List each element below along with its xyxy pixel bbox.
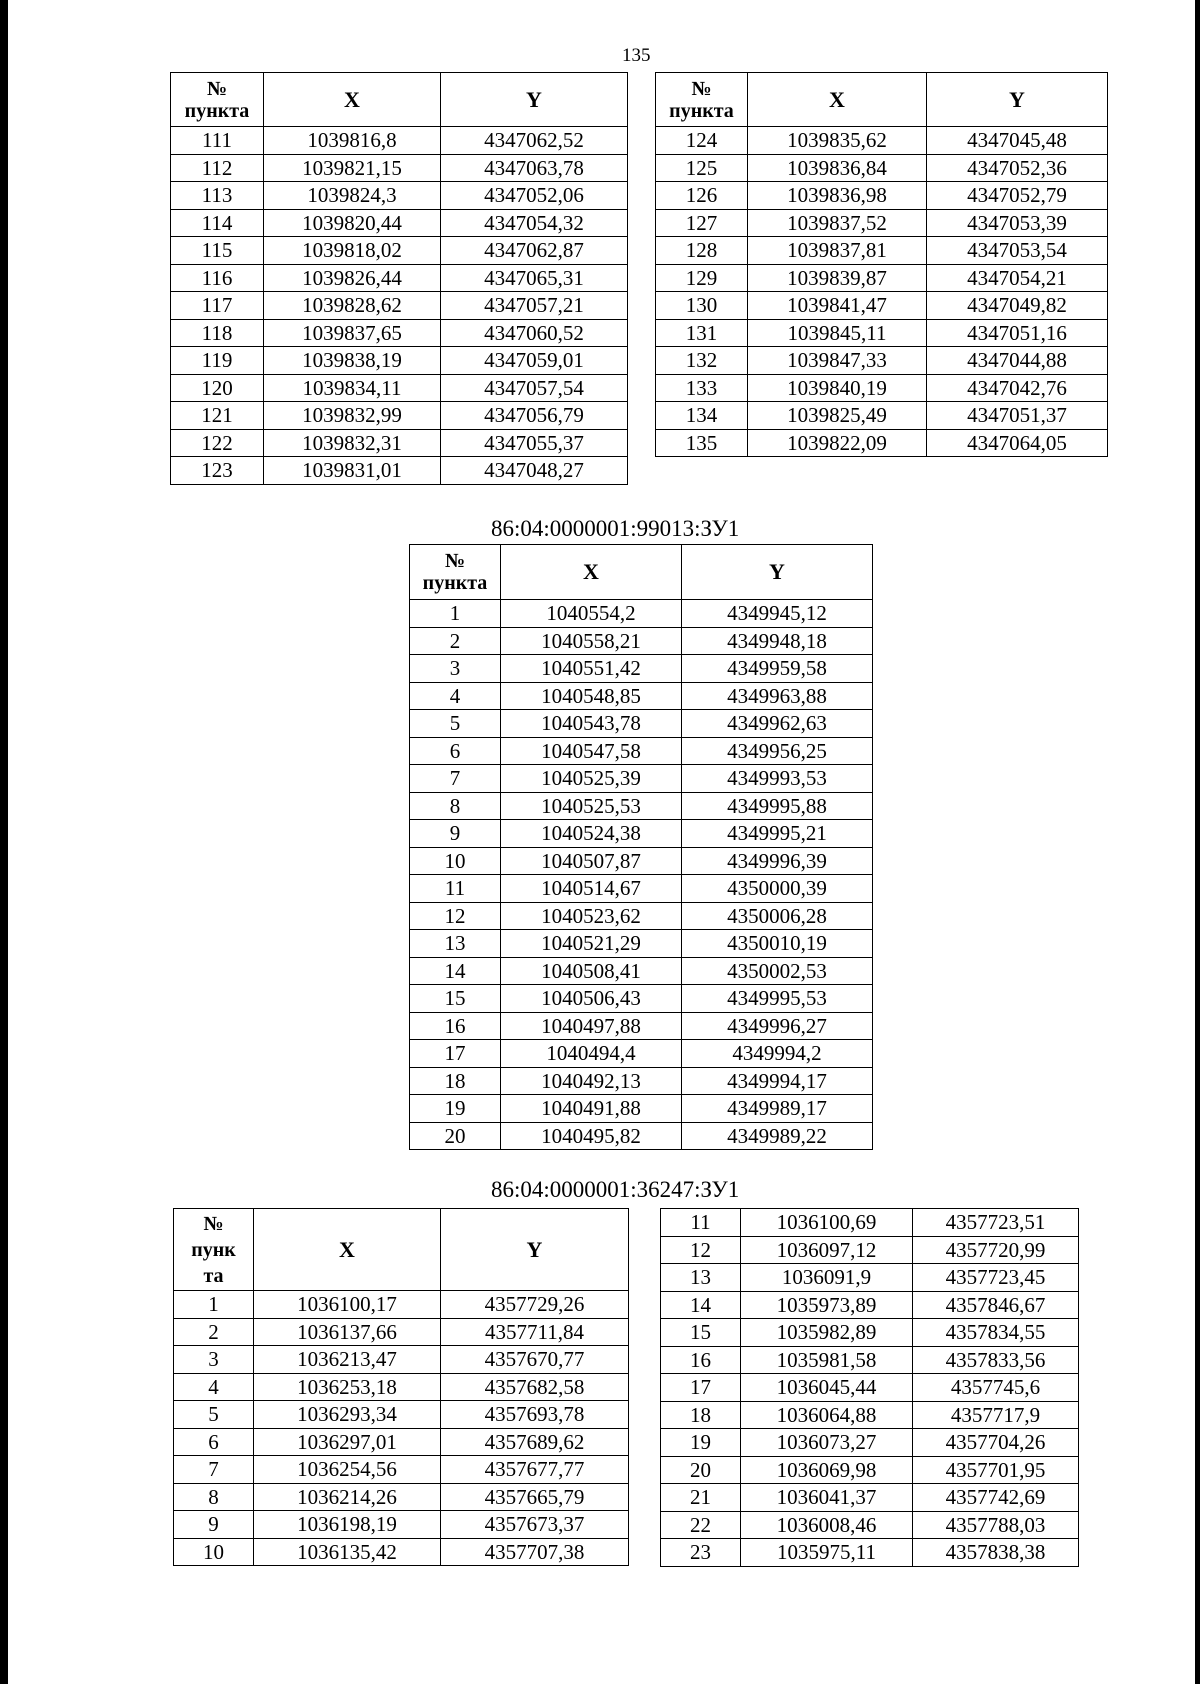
- x-coordinate-cell: 1040547,58: [501, 737, 682, 765]
- y-coordinate-cell: 4347054,32: [441, 209, 628, 237]
- table-row: [174, 1538, 629, 1566]
- table-row: [656, 374, 1108, 402]
- x-coordinate-cell: 1040548,85: [501, 682, 682, 710]
- table-row: [661, 1209, 1079, 1237]
- table-row: [410, 820, 873, 848]
- y-coordinate-cell: 4349994,2: [682, 1040, 873, 1068]
- x-coordinate-cell: 1036214,26: [254, 1483, 441, 1511]
- point-number-cell: 4: [174, 1373, 254, 1401]
- x-coordinate-cell: 1039820,44: [264, 209, 441, 237]
- point-number-cell: 2: [174, 1318, 254, 1346]
- y-coordinate-cell: 4350000,39: [682, 875, 873, 903]
- point-number-cell: 16: [661, 1346, 741, 1374]
- point-number-cell: 131: [656, 319, 748, 347]
- table-row: [174, 1318, 629, 1346]
- point-number-cell: 19: [410, 1095, 501, 1123]
- y-coordinate-cell: 4357846,67: [913, 1291, 1079, 1319]
- x-coordinate-cell: 1040492,13: [501, 1067, 682, 1095]
- y-coordinate-cell: 4347051,16: [927, 319, 1108, 347]
- table-row: [174, 1511, 629, 1539]
- table-row: [410, 985, 873, 1013]
- coordinates-table-parcel-1: [409, 544, 873, 1150]
- table-row: [174, 1291, 629, 1319]
- point-number-cell: 8: [174, 1483, 254, 1511]
- y-coordinate-cell: 4357834,55: [913, 1319, 1079, 1347]
- x-coordinate-cell: 1040558,21: [501, 627, 682, 655]
- x-coordinate-cell: 1036253,18: [254, 1373, 441, 1401]
- point-number-cell: 3: [174, 1346, 254, 1374]
- table-row: [656, 154, 1108, 182]
- x-coordinate-cell: 1039826,44: [264, 264, 441, 292]
- point-number-cell: 20: [661, 1456, 741, 1484]
- x-coordinate-cell: 1039818,02: [264, 237, 441, 265]
- x-coordinate-cell: 1040497,88: [501, 1012, 682, 1040]
- table-row: [661, 1484, 1079, 1512]
- point-number-cell: 13: [661, 1264, 741, 1292]
- table-row: [656, 402, 1108, 430]
- table-row: [661, 1401, 1079, 1429]
- y-coordinate-cell: 4349995,53: [682, 985, 873, 1013]
- point-number-cell: 17: [410, 1040, 501, 1068]
- parcel-title: 86:04:0000001:36247:ЗУ1: [491, 1177, 740, 1202]
- table-row: [661, 1539, 1079, 1567]
- table-row: [410, 710, 873, 738]
- table-row: [410, 737, 873, 765]
- x-header: X: [501, 545, 682, 600]
- table-row: [656, 264, 1108, 292]
- point-number-cell: 134: [656, 402, 748, 430]
- x-header: X: [748, 73, 927, 127]
- y-coordinate-cell: 4349962,63: [682, 710, 873, 738]
- y-coordinate-cell: 4349989,17: [682, 1095, 873, 1123]
- x-coordinate-cell: 1039837,81: [748, 237, 927, 265]
- table-row: [661, 1236, 1079, 1264]
- y-coordinate-cell: 4349994,17: [682, 1067, 873, 1095]
- point-number-cell: 21: [661, 1484, 741, 1512]
- table-row: [174, 1346, 629, 1374]
- y-coordinate-cell: 4357742,69: [913, 1484, 1079, 1512]
- table-row: [410, 875, 873, 903]
- point-number-cell: 129: [656, 264, 748, 292]
- point-number-cell: 12: [410, 902, 501, 930]
- point-number-cell: 4: [410, 682, 501, 710]
- table-row: [661, 1429, 1079, 1457]
- y-coordinate-cell: 4357693,78: [441, 1401, 629, 1429]
- point-number-cell: 22: [661, 1511, 741, 1539]
- table-row: [171, 154, 628, 182]
- y-coordinate-cell: 4347055,37: [441, 429, 628, 457]
- y-coordinate-cell: 4347044,88: [927, 347, 1108, 375]
- table-row: [171, 347, 628, 375]
- scan-edge-right: [1195, 0, 1200, 1684]
- table-row: [171, 457, 628, 485]
- coordinates-table-parcel-2-left: [173, 1208, 629, 1566]
- x-coordinate-cell: 1039841,47: [748, 292, 927, 320]
- page-number: 135: [622, 45, 651, 66]
- point-number-cell: 2: [410, 627, 501, 655]
- table-row: [410, 792, 873, 820]
- y-header: Y: [441, 73, 628, 127]
- point-number-cell: 126: [656, 182, 748, 210]
- y-coordinate-cell: 4350010,19: [682, 930, 873, 958]
- point-number-cell: 125: [656, 154, 748, 182]
- x-header: X: [264, 73, 441, 127]
- table-row: [171, 374, 628, 402]
- point-number-cell: 23: [661, 1539, 741, 1567]
- x-coordinate-cell: 1036064,88: [741, 1401, 913, 1429]
- y-coordinate-cell: 4347053,54: [927, 237, 1108, 265]
- y-coordinate-cell: 4357720,99: [913, 1236, 1079, 1264]
- coordinates-table-top-right: [655, 72, 1108, 457]
- y-coordinate-cell: 4347052,36: [927, 154, 1108, 182]
- x-coordinate-cell: 1036091,9: [741, 1264, 913, 1292]
- x-coordinate-cell: 1036069,98: [741, 1456, 913, 1484]
- y-header: Y: [441, 1209, 629, 1291]
- point-number-cell: 133: [656, 374, 748, 402]
- point-number-cell: 128: [656, 237, 748, 265]
- x-coordinate-cell: 1039828,62: [264, 292, 441, 320]
- y-coordinate-cell: 4347045,48: [927, 127, 1108, 155]
- point-number-header: № пунк та: [174, 1209, 254, 1291]
- table-row: [174, 1373, 629, 1401]
- point-number-cell: 14: [410, 957, 501, 985]
- x-coordinate-cell: 1035973,89: [741, 1291, 913, 1319]
- y-coordinate-cell: 4347053,39: [927, 209, 1108, 237]
- point-number-cell: 19: [661, 1429, 741, 1457]
- table-row: [410, 1122, 873, 1150]
- y-coordinate-cell: 4350006,28: [682, 902, 873, 930]
- point-number-cell: 116: [171, 264, 264, 292]
- point-number-cell: 9: [410, 820, 501, 848]
- y-coordinate-cell: 4357745,6: [913, 1374, 1079, 1402]
- x-coordinate-cell: 1040525,53: [501, 792, 682, 820]
- y-coordinate-cell: 4349996,39: [682, 847, 873, 875]
- table-row: [410, 930, 873, 958]
- table-row: [410, 902, 873, 930]
- x-coordinate-cell: 1040495,82: [501, 1122, 682, 1150]
- x-coordinate-cell: 1035982,89: [741, 1319, 913, 1347]
- x-coordinate-cell: 1036097,12: [741, 1236, 913, 1264]
- table-row: [656, 209, 1108, 237]
- x-coordinate-cell: 1039836,98: [748, 182, 927, 210]
- x-coordinate-cell: 1039839,87: [748, 264, 927, 292]
- table-row: [171, 182, 628, 210]
- y-coordinate-cell: 4357689,62: [441, 1428, 629, 1456]
- x-coordinate-cell: 1040506,43: [501, 985, 682, 1013]
- x-coordinate-cell: 1039837,52: [748, 209, 927, 237]
- point-number-cell: 115: [171, 237, 264, 265]
- x-coordinate-cell: 1039847,33: [748, 347, 927, 375]
- x-coordinate-cell: 1039816,8: [264, 127, 441, 155]
- x-coordinate-cell: 1039822,09: [748, 429, 927, 457]
- y-coordinate-cell: 4357723,51: [913, 1209, 1079, 1237]
- x-coordinate-cell: 1039825,49: [748, 402, 927, 430]
- x-coordinate-cell: 1036008,46: [741, 1511, 913, 1539]
- point-number-cell: 6: [174, 1428, 254, 1456]
- table-row: [171, 264, 628, 292]
- x-coordinate-cell: 1040491,88: [501, 1095, 682, 1123]
- scan-edge-left: [0, 0, 8, 1684]
- table-row: [174, 1428, 629, 1456]
- y-coordinate-cell: 4357673,37: [441, 1511, 629, 1539]
- point-number-cell: 8: [410, 792, 501, 820]
- y-coordinate-cell: 4357788,03: [913, 1511, 1079, 1539]
- table-row: [171, 292, 628, 320]
- table-row: [171, 209, 628, 237]
- table-row: [171, 127, 628, 155]
- point-number-cell: 113: [171, 182, 264, 210]
- table-row: [661, 1319, 1079, 1347]
- table-row: [410, 765, 873, 793]
- y-coordinate-cell: 4347065,31: [441, 264, 628, 292]
- coordinates-table-parcel-2-right: [660, 1208, 1079, 1567]
- x-coordinate-cell: 1036073,27: [741, 1429, 913, 1457]
- point-number-cell: 135: [656, 429, 748, 457]
- x-coordinate-cell: 1040494,4: [501, 1040, 682, 1068]
- point-number-cell: 117: [171, 292, 264, 320]
- y-coordinate-cell: 4347062,87: [441, 237, 628, 265]
- y-coordinate-cell: 4349956,25: [682, 737, 873, 765]
- point-number-cell: 9: [174, 1511, 254, 1539]
- table-row: [656, 347, 1108, 375]
- x-coordinate-cell: 1040551,42: [501, 655, 682, 683]
- point-number-cell: 6: [410, 737, 501, 765]
- y-coordinate-cell: 4349995,88: [682, 792, 873, 820]
- point-number-cell: 17: [661, 1374, 741, 1402]
- coordinates-table-top-left: [170, 72, 628, 485]
- table-row: [656, 429, 1108, 457]
- point-number-cell: 13: [410, 930, 501, 958]
- table-row: [656, 127, 1108, 155]
- point-number-cell: 12: [661, 1236, 741, 1264]
- x-coordinate-cell: 1039831,01: [264, 457, 441, 485]
- y-coordinate-cell: 4357677,77: [441, 1456, 629, 1484]
- point-number-cell: 121: [171, 402, 264, 430]
- table-row: [410, 627, 873, 655]
- y-coordinate-cell: 4357833,56: [913, 1346, 1079, 1374]
- y-coordinate-cell: 4347051,37: [927, 402, 1108, 430]
- table-row: [171, 402, 628, 430]
- point-number-cell: 120: [171, 374, 264, 402]
- y-coordinate-cell: 4347052,06: [441, 182, 628, 210]
- x-coordinate-cell: 1036254,56: [254, 1456, 441, 1484]
- point-number-cell: 123: [171, 457, 264, 485]
- x-coordinate-cell: 1039837,65: [264, 319, 441, 347]
- y-coordinate-cell: 4347042,76: [927, 374, 1108, 402]
- table-row: [661, 1291, 1079, 1319]
- point-number-cell: 5: [174, 1401, 254, 1429]
- point-number-cell: 11: [410, 875, 501, 903]
- y-coordinate-cell: 4349996,27: [682, 1012, 873, 1040]
- x-coordinate-cell: 1035981,58: [741, 1346, 913, 1374]
- point-number-cell: 7: [410, 765, 501, 793]
- point-number-cell: 112: [171, 154, 264, 182]
- x-coordinate-cell: 1039838,19: [264, 347, 441, 375]
- y-coordinate-cell: 4347048,27: [441, 457, 628, 485]
- table-row: [656, 182, 1108, 210]
- point-number-cell: 124: [656, 127, 748, 155]
- point-number-cell: 14: [661, 1291, 741, 1319]
- x-coordinate-cell: 1035975,11: [741, 1539, 913, 1567]
- point-number-cell: 130: [656, 292, 748, 320]
- point-number-cell: 122: [171, 429, 264, 457]
- table-row: [174, 1483, 629, 1511]
- y-coordinate-cell: 4349963,88: [682, 682, 873, 710]
- point-number-cell: 111: [171, 127, 264, 155]
- point-number-header: № пункта: [656, 73, 748, 127]
- x-coordinate-cell: 1039840,19: [748, 374, 927, 402]
- y-coordinate-cell: 4357717,9: [913, 1401, 1079, 1429]
- y-coordinate-cell: 4347064,05: [927, 429, 1108, 457]
- point-number-cell: 15: [410, 985, 501, 1013]
- table-row: [171, 237, 628, 265]
- table-row: [174, 1456, 629, 1484]
- y-coordinate-cell: 4357723,45: [913, 1264, 1079, 1292]
- x-coordinate-cell: 1036100,17: [254, 1291, 441, 1319]
- x-coordinate-cell: 1036135,42: [254, 1538, 441, 1566]
- table-row: [410, 957, 873, 985]
- point-number-cell: 3: [410, 655, 501, 683]
- point-number-cell: 5: [410, 710, 501, 738]
- table-row: [656, 319, 1108, 347]
- point-number-cell: 20: [410, 1122, 501, 1150]
- y-coordinate-cell: 4347057,21: [441, 292, 628, 320]
- x-coordinate-cell: 1036297,01: [254, 1428, 441, 1456]
- x-coordinate-cell: 1039824,3: [264, 182, 441, 210]
- y-coordinate-cell: 4357711,84: [441, 1318, 629, 1346]
- table-row: [410, 600, 873, 628]
- x-coordinate-cell: 1039832,31: [264, 429, 441, 457]
- y-coordinate-cell: 4357729,26: [441, 1291, 629, 1319]
- table-row: [410, 1012, 873, 1040]
- point-number-cell: 10: [174, 1538, 254, 1566]
- point-number-cell: 11: [661, 1209, 741, 1237]
- y-coordinate-cell: 4349948,18: [682, 627, 873, 655]
- table-row: [410, 1040, 873, 1068]
- y-coordinate-cell: 4347057,54: [441, 374, 628, 402]
- x-coordinate-cell: 1040543,78: [501, 710, 682, 738]
- x-coordinate-cell: 1036100,69: [741, 1209, 913, 1237]
- x-coordinate-cell: 1039832,99: [264, 402, 441, 430]
- point-number-cell: 1: [174, 1291, 254, 1319]
- y-coordinate-cell: 4349945,12: [682, 600, 873, 628]
- y-coordinate-cell: 4357665,79: [441, 1483, 629, 1511]
- table-row: [410, 655, 873, 683]
- y-coordinate-cell: 4347056,79: [441, 402, 628, 430]
- x-coordinate-cell: 1036213,47: [254, 1346, 441, 1374]
- x-coordinate-cell: 1036137,66: [254, 1318, 441, 1346]
- table-row: [171, 319, 628, 347]
- point-number-cell: 10: [410, 847, 501, 875]
- x-coordinate-cell: 1040523,62: [501, 902, 682, 930]
- table-row: [661, 1456, 1079, 1484]
- table-row: [410, 1095, 873, 1123]
- point-number-header: № пункта: [410, 545, 501, 600]
- point-number-cell: 15: [661, 1319, 741, 1347]
- point-number-cell: 114: [171, 209, 264, 237]
- table-row: [656, 237, 1108, 265]
- point-number-cell: 18: [661, 1401, 741, 1429]
- y-coordinate-cell: 4347054,21: [927, 264, 1108, 292]
- y-coordinate-cell: 4347052,79: [927, 182, 1108, 210]
- table-row: [661, 1264, 1079, 1292]
- x-coordinate-cell: 1039821,15: [264, 154, 441, 182]
- table-row: [410, 847, 873, 875]
- y-coordinate-cell: 4357670,77: [441, 1346, 629, 1374]
- y-coordinate-cell: 4347059,01: [441, 347, 628, 375]
- point-number-cell: 16: [410, 1012, 501, 1040]
- x-coordinate-cell: 1039845,11: [748, 319, 927, 347]
- x-coordinate-cell: 1039834,11: [264, 374, 441, 402]
- x-header: X: [254, 1209, 441, 1291]
- x-coordinate-cell: 1040521,29: [501, 930, 682, 958]
- x-coordinate-cell: 1040554,2: [501, 600, 682, 628]
- x-coordinate-cell: 1040525,39: [501, 765, 682, 793]
- point-number-cell: 119: [171, 347, 264, 375]
- table-row: [661, 1511, 1079, 1539]
- y-coordinate-cell: 4347063,78: [441, 154, 628, 182]
- table-row: [661, 1374, 1079, 1402]
- x-coordinate-cell: 1040508,41: [501, 957, 682, 985]
- x-coordinate-cell: 1040514,67: [501, 875, 682, 903]
- y-coordinate-cell: 4347049,82: [927, 292, 1108, 320]
- y-coordinate-cell: 4357701,95: [913, 1456, 1079, 1484]
- x-coordinate-cell: 1040524,38: [501, 820, 682, 848]
- y-coordinate-cell: 4350002,53: [682, 957, 873, 985]
- parcel-title: 86:04:0000001:99013:ЗУ1: [491, 516, 740, 541]
- table-row: [656, 292, 1108, 320]
- x-coordinate-cell: 1036045,44: [741, 1374, 913, 1402]
- point-number-header: № пункта: [171, 73, 264, 127]
- x-coordinate-cell: 1040507,87: [501, 847, 682, 875]
- x-coordinate-cell: 1036293,34: [254, 1401, 441, 1429]
- table-row: [174, 1401, 629, 1429]
- y-coordinate-cell: 4349959,58: [682, 655, 873, 683]
- table-row: [171, 429, 628, 457]
- y-header: Y: [682, 545, 873, 600]
- x-coordinate-cell: 1039835,62: [748, 127, 927, 155]
- y-header: Y: [927, 73, 1108, 127]
- point-number-cell: 132: [656, 347, 748, 375]
- point-number-cell: 118: [171, 319, 264, 347]
- y-coordinate-cell: 4357707,38: [441, 1538, 629, 1566]
- table-row: [410, 682, 873, 710]
- y-coordinate-cell: 4349989,22: [682, 1122, 873, 1150]
- table-row: [661, 1346, 1079, 1374]
- table-row: [410, 1067, 873, 1095]
- point-number-cell: 127: [656, 209, 748, 237]
- y-coordinate-cell: 4357838,38: [913, 1539, 1079, 1567]
- point-number-cell: 7: [174, 1456, 254, 1484]
- y-coordinate-cell: 4349995,21: [682, 820, 873, 848]
- point-number-cell: 1: [410, 600, 501, 628]
- point-number-cell: 18: [410, 1067, 501, 1095]
- y-coordinate-cell: 4349993,53: [682, 765, 873, 793]
- x-coordinate-cell: 1036041,37: [741, 1484, 913, 1512]
- y-coordinate-cell: 4347060,52: [441, 319, 628, 347]
- x-coordinate-cell: 1039836,84: [748, 154, 927, 182]
- y-coordinate-cell: 4347062,52: [441, 127, 628, 155]
- y-coordinate-cell: 4357682,58: [441, 1373, 629, 1401]
- y-coordinate-cell: 4357704,26: [913, 1429, 1079, 1457]
- x-coordinate-cell: 1036198,19: [254, 1511, 441, 1539]
